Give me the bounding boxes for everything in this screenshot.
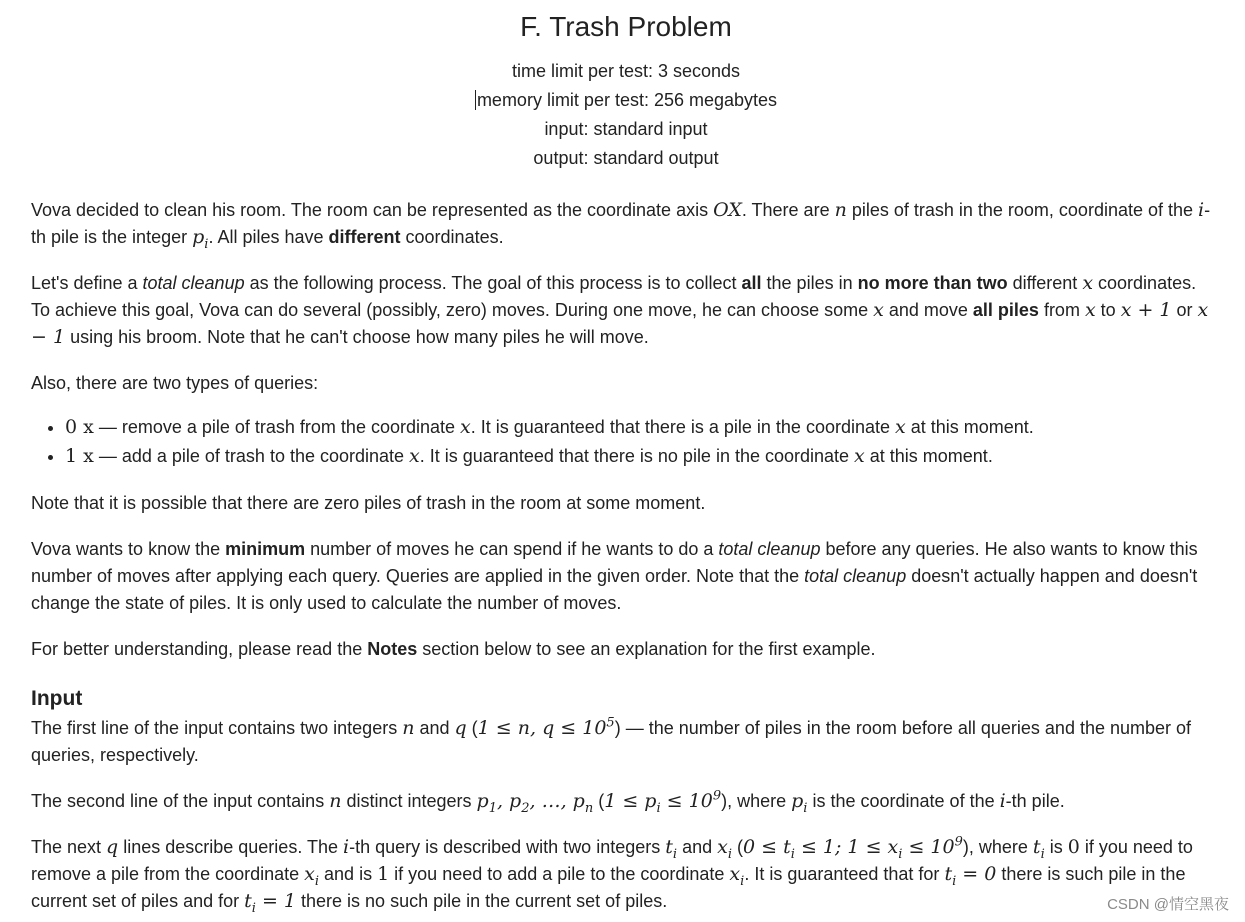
problem-limits (31, 57, 1221, 173)
list-item: • 1 x — add a pile of trash to the coordinate x. It is guaranteed that there is no pile in the coordinate x at this moment. (65, 442, 1211, 471)
statement-paragraph-6: For better understanding, please read the Notes section below to see an explanation for the first example. (31, 639, 876, 659)
problem-title: F. Trash Problem (520, 11, 732, 42)
time-limit: time limit per test: 3 seconds (511, 61, 741, 81)
output-spec: output: standard output (533, 148, 719, 168)
list-item: • 0 x — remove a pile of trash from the coordinate x. It is guaranteed that there is a pile in the coordinate x at this moment. (65, 413, 1211, 442)
statement-paragraph-4: Note that it is possible that there are zero piles of trash in the room at some moment. (31, 493, 706, 513)
input-paragraph-2: The second line of the input contains n distinct integers $p_1$, $p_2$, …, $p_n$ $(1 \le p_i \le 10^9)$, where $p_i$ is the coordinate of the i-th pile. (31, 788, 1065, 816)
problem-header (31, 0, 1221, 173)
memory-limit: memory limit per test: 256 megabytes (476, 90, 778, 110)
input-spec: input: standard input (544, 119, 708, 139)
text-cursor (475, 90, 476, 110)
input-heading: Input (31, 687, 83, 710)
watermark: CSDN @情空黑夜 (1107, 896, 1229, 913)
memory-limit-line (31, 86, 1221, 115)
input-paragraph-1: The first line of the input contains two integers n and q (1 ≤ n, $q \le 10^5$) — the number of piles in the room before all queries and the number of queries, respectively. (31, 715, 1192, 765)
statement-paragraph-1: Vova decided to clean his room. The room can be represented as the coordinate axis OX. There are n piles of trash in the room, coordinate of the i-th pile is the integer $p_i$. All piles have different coordinates. (31, 199, 1211, 252)
statement-paragraph-2: Let's define a total cleanup as the following process. The goal of this process is to collect all the piles in no more than two different x coordinates. To achieve this goal, Vova can do several (possibly, zero) moves. During one move, he can choose some x and move all piles from x to x + 1 or x − 1 using his broom. Note that he can't choose how many piles he will move. (31, 272, 1209, 348)
statement-paragraph-3: Also, there are two types of queries: (31, 373, 319, 393)
query-types-list (31, 413, 1211, 471)
statement-paragraph-5: Vova wants to know the minimum number of moves he can spend if he wants to do a total cleanup before any queries. He also wants to know this number of moves after applying each query. Queries are applied in the given order. Note that the total cleanup doesn't actually happen and doesn't change the state of piles. It is only used to calculate the number of moves. (31, 539, 1198, 613)
problem-statement (31, 0, 1211, 915)
input-paragraph-3: The next q lines describe queries. The i-th query is described with two integers $t_i$ and $x_i$ ($0 \le t_i \le 1$; $1 \le x_i \le 10^9$), where $t_i$ is 0 if you need to remove a pile from the coordinate $x_i$ and is 1 if you need to add a pile to the coordinate $x_i$. It is guaranteed that for $t_i = 0$ there is such pile in the current set of piles and for $t_i = 1$ there is no such pile in the current set of piles. (31, 834, 1193, 916)
